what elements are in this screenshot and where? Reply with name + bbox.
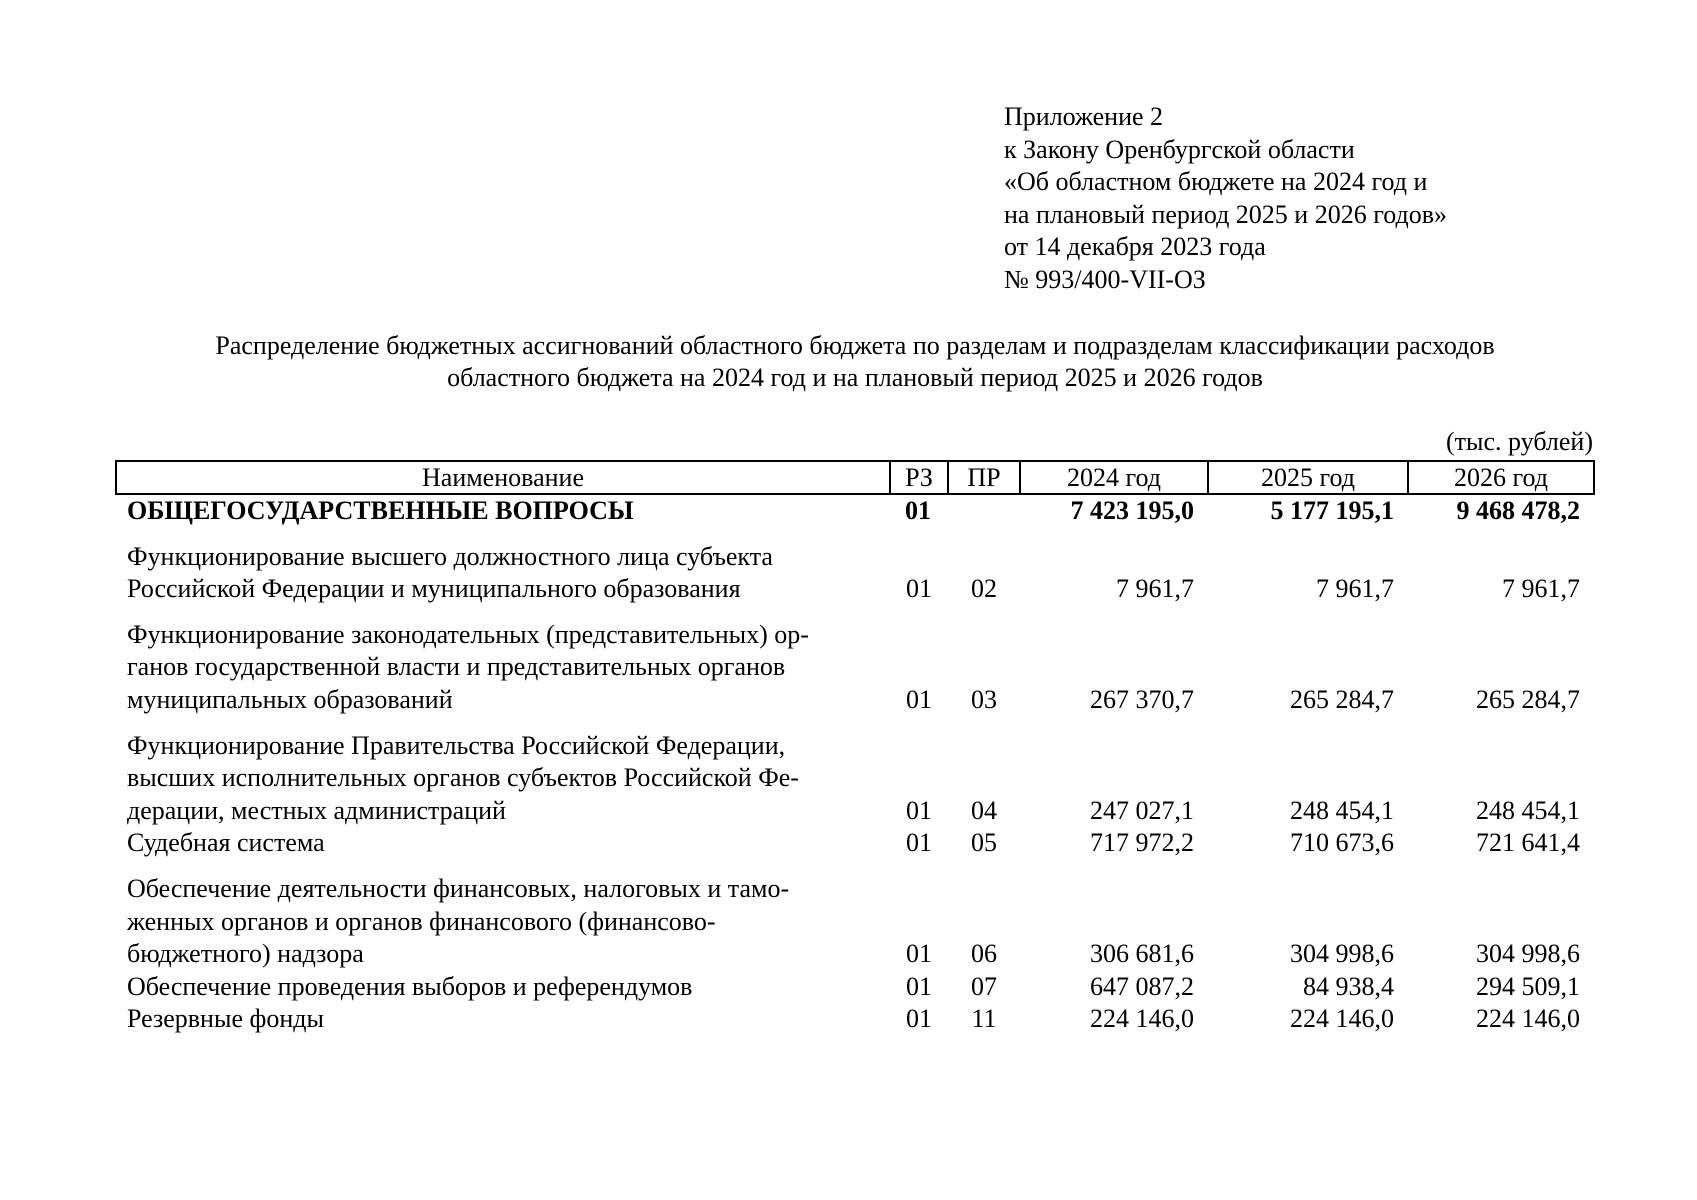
row-2024: 267 370,7 [1090, 684, 1194, 714]
row-2024: 647 087,2 [1090, 971, 1194, 1001]
row-rz: 01 [906, 939, 932, 969]
row-2026: 224 146,0 [1476, 1004, 1580, 1034]
table-row [116, 860, 1594, 971]
row-name-line: Функционирование высшего должностного лица субъекта [127, 541, 773, 571]
row-name [116, 717, 890, 828]
row-name-line: Обеспечение проведения выборов и референдумов [127, 971, 693, 1001]
table-row [116, 528, 1594, 606]
row-pr: 02 [971, 574, 997, 604]
appendix-line: к Закону Оренбургской области [1004, 134, 1355, 164]
appendix-line: Приложение 2 [1004, 102, 1164, 131]
row-name-line: женных органов и органов финансового (финансово- [127, 906, 716, 936]
table-row [116, 494, 1594, 528]
row-2025: 710 673,6 [1290, 828, 1394, 858]
header-2025: 2025 год [1208, 461, 1408, 494]
header-rz: РЗ [890, 461, 948, 494]
row-pr [948, 494, 1020, 528]
row-name [116, 528, 890, 606]
row-pr: 11 [971, 1004, 997, 1034]
row-2025: 304 998,6 [1290, 939, 1394, 969]
row-rz: 01 [906, 795, 932, 825]
appendix-line: «Об областном бюджете на 2024 год и [1004, 167, 1428, 197]
appendix-block [1004, 101, 1447, 297]
row-pr: 06 [971, 939, 997, 969]
row-name-line: Российской Федерации и муниципального образования [127, 574, 741, 604]
row-2024: 717 972,2 [1090, 828, 1194, 858]
document-title [120, 330, 1590, 394]
row-2026: 721 641,4 [1476, 828, 1580, 858]
appendix-line: от 14 декабря 2023 года [1004, 232, 1266, 262]
row-name [116, 1003, 890, 1036]
row-rz: 01 [906, 971, 932, 1001]
row-pr: 03 [971, 684, 997, 714]
row-2025: 265 284,7 [1290, 684, 1394, 714]
row-name-line: Функционирование Правительства Российской Федерации, [127, 730, 786, 760]
header-2026: 2026 год [1408, 461, 1594, 494]
row-2025: 5 177 195,1 [1270, 496, 1394, 525]
row-2024: 7 961,7 [1116, 574, 1194, 604]
row-rz: 01 [906, 1004, 932, 1034]
row-2026: 9 468 478,2 [1456, 496, 1580, 525]
row-2026: 7 961,7 [1502, 574, 1580, 604]
row-2024: 224 146,0 [1090, 1004, 1194, 1034]
row-name-line: Судебная система [127, 828, 325, 858]
appendix-line: на плановый период 2025 и 2026 годов» [1004, 199, 1447, 229]
row-rz: 01 [906, 574, 932, 604]
table-row [116, 606, 1594, 717]
row-2025: 224 146,0 [1290, 1004, 1394, 1034]
row-name-line: ганов государственной власти и представительных органов [127, 652, 786, 682]
row-name-line: бюджетного) надзора [127, 939, 364, 969]
row-pr: 04 [971, 795, 997, 825]
document-title-line: областного бюджета на 2024 год и на плановый период 2025 и 2026 годов [447, 363, 1263, 392]
row-name-line: высших исполнительных органов субъектов Российской Фе- [127, 763, 799, 793]
row-name-line: Обеспечение деятельности финансовых, налоговых и тамо- [127, 873, 790, 903]
row-2026: 248 454,1 [1476, 795, 1580, 825]
row-name-line: Резервные фонды [127, 1004, 324, 1034]
row-rz: 01 [905, 496, 931, 525]
header-name: Наименование [116, 461, 890, 494]
row-name [116, 860, 890, 971]
table-header-row [116, 461, 1594, 494]
table-row [116, 827, 1594, 860]
document-title-line: Распределение бюджетных ассигнований областного бюджета по разделам и подразделам классификации расходов [215, 331, 1495, 360]
header-pr: ПР [948, 461, 1020, 494]
row-name [116, 827, 890, 860]
row-2026: 304 998,6 [1476, 939, 1580, 969]
appendix-line: № 993/400-VII-ОЗ [1004, 264, 1206, 294]
row-name-line: Функционирование законодательных (представительных) ор- [127, 619, 809, 649]
row-name-line: муниципальных образований [127, 684, 453, 714]
units-label: (тыс. рублей) [1445, 427, 1593, 456]
row-2024: 247 027,1 [1090, 795, 1194, 825]
row-2026: 265 284,7 [1476, 684, 1580, 714]
row-pr: 07 [971, 971, 997, 1001]
budget-table [115, 460, 1595, 1036]
row-name [116, 494, 890, 528]
row-2026: 294 509,1 [1476, 971, 1580, 1001]
row-name [116, 606, 890, 717]
table-row [116, 717, 1594, 828]
row-rz: 01 [906, 684, 932, 714]
row-2025: 7 961,7 [1316, 574, 1394, 604]
row-name-line: ОБЩЕГОСУДАРСТВЕННЫЕ ВОПРОСЫ [127, 496, 634, 525]
row-2025: 84 938,4 [1303, 971, 1394, 1001]
table-row [116, 1003, 1594, 1036]
row-name [116, 971, 890, 1004]
row-2025: 248 454,1 [1290, 795, 1394, 825]
row-rz: 01 [906, 828, 932, 858]
row-2024: 306 681,6 [1090, 939, 1194, 969]
row-pr: 05 [971, 828, 997, 858]
table-row [116, 971, 1594, 1004]
row-name-line: дерации, местных администраций [127, 795, 506, 825]
header-2024: 2024 год [1020, 461, 1208, 494]
row-2024: 7 423 195,0 [1070, 496, 1194, 525]
